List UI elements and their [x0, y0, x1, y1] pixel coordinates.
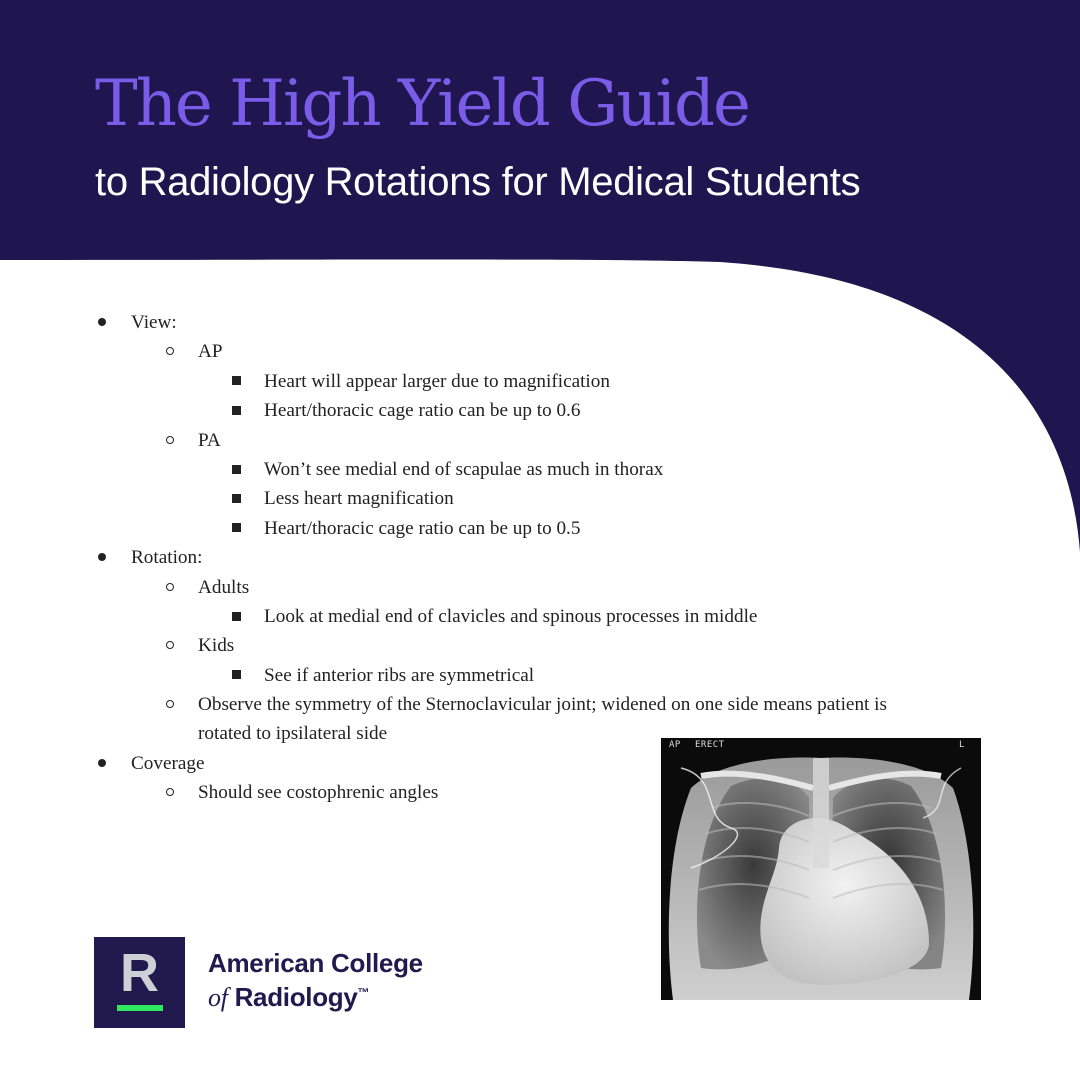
filled-bullet-icon: [98, 543, 106, 572]
outline-item-text: Kids: [198, 635, 235, 657]
outline-item-text: Coverage: [131, 752, 205, 774]
outline-item-level-1: [98, 543, 938, 572]
org-name-line1: American College: [208, 948, 423, 978]
hollow-bullet-icon: [166, 426, 174, 455]
filled-bullet-icon: [98, 308, 106, 337]
square-bullet-icon: [232, 396, 241, 425]
org-name-line2: [208, 982, 369, 1013]
outline-item-text: Rotation:: [131, 547, 203, 569]
outline-item-level-3: [98, 455, 938, 484]
outline-item-text: Heart will appear larger due to magnification: [264, 370, 610, 392]
outline-item-text: Heart/thoracic cage ratio can be up to 0.6: [264, 400, 581, 422]
square-bullet-icon: [232, 602, 241, 631]
hollow-bullet-icon: [166, 337, 174, 366]
org-name-radiology: Radiology: [234, 982, 358, 1012]
outline-item-text: PA: [198, 429, 221, 451]
square-bullet-icon: [232, 661, 241, 690]
outline-item-level-2: [98, 426, 938, 455]
hollow-bullet-icon: [166, 573, 174, 602]
outline-item-text: AP: [198, 341, 223, 363]
outline-item-text: Look at medial end of clavicles and spinous processes in middle: [264, 605, 758, 627]
outline-item-level-2: [98, 573, 938, 602]
page-title: The High Yield Guide: [95, 67, 749, 141]
outline-item-text: View:: [131, 312, 177, 333]
square-bullet-icon: [232, 484, 241, 513]
outline-item-level-1: [98, 308, 938, 337]
acr-logo: [94, 937, 185, 1028]
outline-list: [98, 308, 938, 808]
org-name-of: of: [208, 983, 228, 1012]
hollow-bullet-icon: [166, 631, 174, 660]
outline-item-level-3: [98, 602, 938, 631]
xray-position-label: ERECT: [695, 740, 725, 750]
outline-item-text: Heart/thoracic cage ratio can be up to 0.5: [264, 517, 581, 539]
outline-item-text: See if anterior ribs are symmetrical: [264, 664, 535, 686]
outline-item-level-3: [98, 367, 938, 396]
hollow-bullet-icon: [166, 778, 174, 807]
chest-xray-graphic: [661, 738, 981, 1000]
hollow-bullet-icon: [166, 690, 174, 719]
outline-item-text: Observe the symmetry of the Sternoclavicular joint; widened on one side means patient is rotated to ipsilateral side: [198, 694, 887, 745]
outline-item-level-3: [98, 396, 938, 425]
xray-view-label: AP: [669, 740, 681, 750]
outline-item-level-2: [98, 631, 938, 660]
square-bullet-icon: [232, 455, 241, 484]
logo-green-bar: [117, 1005, 163, 1011]
page-subtitle: to Radiology Rotations for Medical Students: [95, 160, 861, 204]
chest-xray-image: [661, 738, 981, 1000]
outline-item-level-3: [98, 514, 938, 543]
outline-item-level-3: [98, 484, 938, 513]
trademark-symbol: ™: [357, 985, 370, 1000]
outline-item-level-3: [98, 661, 938, 690]
outline-item-level-2: [98, 337, 938, 366]
outline-item-text: Should see costophrenic angles: [198, 782, 439, 804]
square-bullet-icon: [232, 367, 241, 396]
logo-letter: R: [120, 943, 159, 1003]
filled-bullet-icon: [98, 749, 106, 778]
square-bullet-icon: [232, 514, 241, 543]
xray-side-label: L: [959, 740, 965, 750]
outline-item-text: Won’t see medial end of scapulae as much in thorax: [264, 458, 664, 480]
outline-item-text: Less heart magnification: [264, 488, 454, 510]
outline-item-text: Adults: [198, 576, 250, 598]
